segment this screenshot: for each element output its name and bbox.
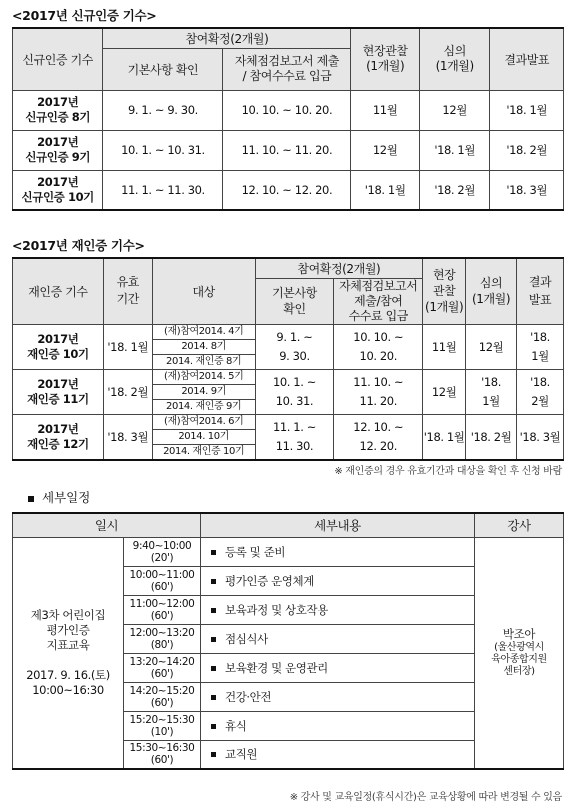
row-review: '18. 2월 bbox=[419, 170, 490, 210]
row-target: 2014. 재인증 9기 bbox=[152, 399, 255, 414]
bullet-icon bbox=[211, 666, 216, 671]
row-visit: '18. 1월 bbox=[351, 170, 420, 210]
schedule-event-info: 제3차 어린이집 평가인증 지표교육 2017. 9. 16.(토) 10:00~16:30 bbox=[13, 537, 124, 769]
row-target: 2014. 10기 bbox=[152, 429, 255, 444]
header-target: 대상 bbox=[152, 258, 255, 324]
row-target: 2014. 9기 bbox=[152, 384, 255, 399]
row-visit: 11월 bbox=[351, 90, 420, 130]
row-cert-name: 2017년 신규인증 9기 bbox=[13, 130, 103, 170]
row-target: (재)참여2014. 4기 bbox=[152, 324, 255, 339]
row-cert-name: 2017년 재인증 10기 bbox=[13, 324, 104, 369]
row-content: 휴식 bbox=[201, 711, 475, 740]
recert-note: ※ 재인증의 경우 유효기간과 대상을 확인 후 신청 바람 bbox=[334, 466, 562, 477]
row-result: '18. 2월 bbox=[490, 130, 564, 170]
header-recert-round: 재인증 기수 bbox=[13, 258, 104, 324]
row-valid: '18. 1월 bbox=[103, 324, 152, 369]
header-review: 심의 (1개월) bbox=[466, 258, 517, 324]
row-content: 점심식사 bbox=[201, 624, 475, 653]
row-result: '18. 2월 bbox=[517, 369, 564, 414]
row-cert-name: 2017년 재인증 11기 bbox=[13, 369, 104, 414]
bullet-icon bbox=[211, 579, 216, 584]
header-details: 세부내용 bbox=[201, 513, 475, 537]
row-time: 12:00~13:20 (80') bbox=[124, 624, 201, 653]
row-basic: 11. 1. ~ 11. 30. bbox=[255, 414, 334, 460]
recert-section-title: <2017년 재인증 기수> bbox=[12, 238, 145, 253]
row-content: 등록 및 준비 bbox=[201, 537, 475, 566]
row-time: 11:00~12:00 (60') bbox=[124, 595, 201, 624]
row-target: (재)참여2014. 6기 bbox=[152, 414, 255, 429]
header-datetime: 일시 bbox=[13, 513, 201, 537]
row-review: '18. 1월 bbox=[419, 130, 490, 170]
row-result: '18. 1월 bbox=[517, 324, 564, 369]
row-valid: '18. 3월 bbox=[103, 414, 152, 460]
header-site-visit: 현장관찰 (1개월) bbox=[351, 28, 420, 90]
row-basic: 10. 1. ~ 10. 31. bbox=[103, 130, 223, 170]
table-row bbox=[13, 90, 564, 130]
header-report: 자체점검보고서 제출/참여 수수료 입금 bbox=[334, 278, 423, 324]
row-visit: 11월 bbox=[423, 324, 466, 369]
table-row bbox=[13, 324, 564, 339]
row-content: 보육과정 및 상호작용 bbox=[201, 595, 475, 624]
row-result: '18. 3월 bbox=[490, 170, 564, 210]
header-lecturer: 강사 bbox=[475, 513, 564, 537]
new-cert-table bbox=[12, 27, 564, 211]
header-site-visit: 현장 관찰 (1개월) bbox=[423, 258, 466, 324]
row-basic: 10. 1. ~ 10. 31. bbox=[255, 369, 334, 414]
bullet-icon bbox=[211, 752, 216, 757]
row-review: '18. 2월 bbox=[466, 414, 517, 460]
bullet-icon bbox=[28, 496, 34, 502]
row-result: '18. 1월 bbox=[490, 90, 564, 130]
header-basic-check: 기본사항 확인 bbox=[103, 48, 223, 90]
row-content: 평가인증 운영체계 bbox=[201, 566, 475, 595]
bullet-icon bbox=[211, 608, 216, 613]
header-result: 결과 발표 bbox=[517, 258, 564, 324]
row-result: '18. 3월 bbox=[517, 414, 564, 460]
table-row bbox=[13, 414, 564, 429]
row-review: 12월 bbox=[419, 90, 490, 130]
table-header-row bbox=[13, 513, 564, 537]
recert-table bbox=[12, 257, 564, 461]
header-report: 자체점검보고서 제출 / 참여수수료 입금 bbox=[223, 48, 351, 90]
row-valid: '18. 2월 bbox=[103, 369, 152, 414]
bullet-icon bbox=[211, 637, 216, 642]
row-report: 11. 10. ~ 11. 20. bbox=[334, 369, 423, 414]
header-basic-check: 기본사항 확인 bbox=[255, 278, 334, 324]
header-cert-round: 신규인증 기수 bbox=[13, 28, 103, 90]
row-target: 2014. 재인증 10기 bbox=[152, 444, 255, 460]
row-basic: 9. 1. ~ 9. 30. bbox=[255, 324, 334, 369]
row-basic: 11. 1. ~ 11. 30. bbox=[103, 170, 223, 210]
table-row bbox=[13, 170, 564, 210]
header-result: 결과발표 bbox=[490, 28, 564, 90]
row-visit: '18. 1월 bbox=[423, 414, 466, 460]
row-time: 14:20~15:20 (60') bbox=[124, 682, 201, 711]
row-time: 13:20~14:20 (60') bbox=[124, 653, 201, 682]
row-content: 교직원 bbox=[201, 740, 475, 769]
lecturer-cell: 박조아 (울산광역시 육아종합지원 센터장) bbox=[475, 537, 564, 769]
row-review: '18. 1월 bbox=[466, 369, 517, 414]
row-report: 12. 10. ~ 12. 20. bbox=[223, 170, 351, 210]
table-header-row bbox=[13, 258, 564, 278]
row-basic: 9. 1. ~ 9. 30. bbox=[103, 90, 223, 130]
row-target: 2014. 재인증 8기 bbox=[152, 354, 255, 369]
row-content: 보육환경 및 운영관리 bbox=[201, 653, 475, 682]
row-report: 10. 10. ~ 10. 20. bbox=[223, 90, 351, 130]
row-time: 10:00~11:00 (60') bbox=[124, 566, 201, 595]
bullet-icon bbox=[211, 695, 216, 700]
header-review: 심의 (1개월) bbox=[419, 28, 490, 90]
row-review: 12월 bbox=[466, 324, 517, 369]
row-visit: 12월 bbox=[351, 130, 420, 170]
table-header-row bbox=[13, 28, 564, 48]
header-participation: 참여확정(2개월) bbox=[103, 28, 351, 48]
row-time: 15:20~15:30 (10') bbox=[124, 711, 201, 740]
header-participation: 참여확정(2개월) bbox=[255, 258, 423, 278]
bullet-icon bbox=[211, 724, 216, 729]
bullet-icon bbox=[211, 550, 216, 555]
row-report: 11. 10. ~ 11. 20. bbox=[223, 130, 351, 170]
row-cert-name: 2017년 신규인증 8기 bbox=[13, 90, 103, 130]
new-cert-section-title: <2017년 신규인증 기수> bbox=[12, 8, 157, 23]
row-cert-name: 2017년 재인증 12기 bbox=[13, 414, 104, 460]
row-target: 2014. 8기 bbox=[152, 339, 255, 354]
row-report: 10. 10. ~ 10. 20. bbox=[334, 324, 423, 369]
schedule-title: 세부일정 bbox=[28, 488, 90, 506]
row-time: 15:30~16:30 (60') bbox=[124, 740, 201, 769]
row-target: (재)참여2014. 5기 bbox=[152, 369, 255, 384]
row-cert-name: 2017년 신규인증 10기 bbox=[13, 170, 103, 210]
row-report: 12. 10. ~ 12. 20. bbox=[334, 414, 423, 460]
row-visit: 12월 bbox=[423, 369, 466, 414]
table-row bbox=[13, 537, 564, 566]
table-row bbox=[13, 130, 564, 170]
table-row bbox=[13, 369, 564, 384]
schedule-table bbox=[12, 512, 564, 770]
row-time: 9:40~10:00 (20') bbox=[124, 537, 201, 566]
header-valid-period: 유효 기간 bbox=[103, 258, 152, 324]
schedule-note: ※ 강사 및 교육일정(휴식시간)은 교육상황에 따라 변경될 수 있음 bbox=[289, 792, 562, 803]
row-content: 건강·안전 bbox=[201, 682, 475, 711]
